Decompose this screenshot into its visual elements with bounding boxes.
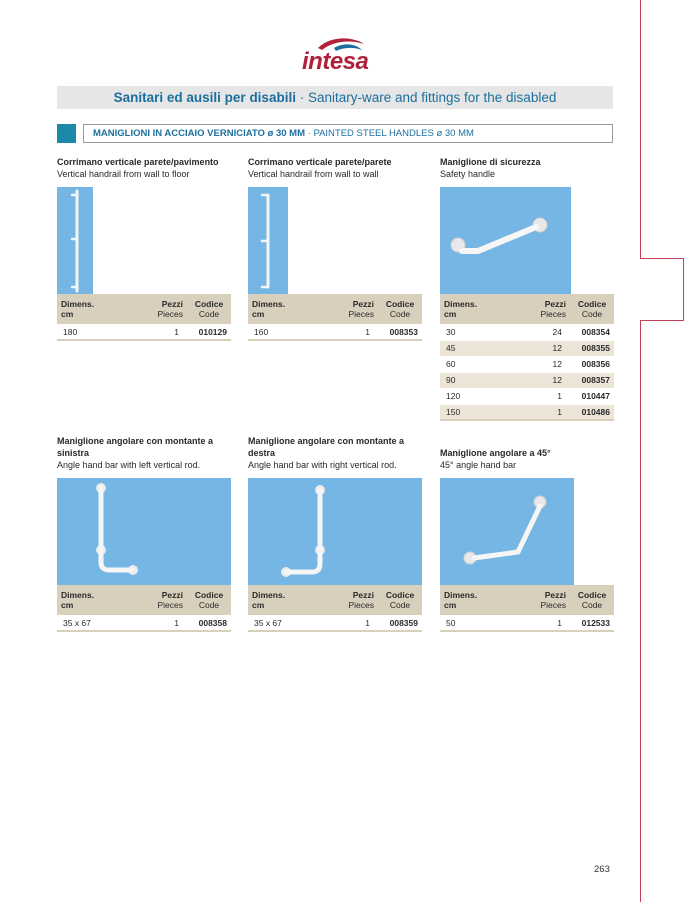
safety-handle-icon — [440, 187, 571, 295]
banner-title-en: Sanitary-ware and fittings for the disabled — [307, 90, 557, 105]
page-edge-tab — [640, 258, 684, 321]
product-image — [248, 478, 422, 586]
table-row: 180 1 010129 — [57, 324, 231, 340]
angle-bar-45-icon — [440, 478, 574, 586]
product-table: Dimens. cm Pezzi Pieces Codice Code 160 1 008353 — [248, 294, 422, 341]
product-subtitle: 45° angle hand bar — [440, 460, 517, 470]
table-row: 90 12 008357 — [440, 372, 614, 388]
product-subtitle: Safety handle — [440, 169, 496, 179]
vertical-handrail-icon — [57, 187, 93, 295]
product-angle-bar-right — [248, 435, 422, 635]
table-row: 50 1 012533 — [440, 615, 614, 631]
product-subtitle: Angle hand bar with left vertical rod. — [57, 460, 201, 470]
product-title-line1: Maniglione angolare con montante a — [57, 436, 214, 446]
product-angle-bar-45 — [440, 447, 614, 637]
product-title: Maniglione angolare a 45° — [440, 448, 551, 458]
product-vertical-handrail-wall — [248, 156, 422, 346]
section-title-en: PAINTED STEEL HANDLES ø 30 MM — [313, 128, 474, 139]
product-safety-handle — [440, 156, 614, 426]
product-image — [57, 478, 231, 586]
product-angle-bar-left — [57, 435, 231, 635]
product-table: Dimens. cm Pezzi Pieces Codice Code 35 x 67 1 008358 — [57, 585, 231, 632]
product-table: Dimens. cm Pezzi Pieces Codice Code 30 24 008354 45 12 008355 60 12 008356 90 12 008357 120 1 010447 150 1 010486 — [440, 294, 614, 421]
page-banner — [57, 86, 613, 109]
table-row: 30 24 008354 — [440, 324, 614, 340]
product-image — [57, 187, 93, 295]
section-header — [83, 124, 613, 143]
table-row: 35 x 67 1 008359 — [248, 615, 422, 631]
section-separator: · — [305, 128, 314, 139]
product-subtitle: Angle hand bar with right vertical rod. — [248, 460, 397, 470]
vertical-handrail-icon — [248, 187, 288, 295]
table-row: 150 1 010486 — [440, 404, 614, 420]
section-title-it: MANIGLIONI IN ACCIAIO VERNICIATO ø 30 MM — [93, 128, 305, 139]
table-row: 160 1 008353 — [248, 324, 422, 340]
banner-title-it: Sanitari ed ausili per disabili — [113, 90, 296, 105]
angle-bar-right-icon — [248, 478, 422, 586]
product-subtitle: Vertical handrail from wall to floor — [57, 169, 190, 179]
product-image — [440, 478, 574, 586]
page-number: 263 — [594, 864, 610, 875]
page-edge-line — [640, 0, 641, 902]
table-row: 120 1 010447 — [440, 388, 614, 404]
product-subtitle: Vertical handrail from wall to wall — [248, 169, 379, 179]
product-image — [440, 187, 571, 295]
banner-separator: · — [295, 90, 308, 105]
product-title: Corrimano verticale parete/pavimento — [57, 157, 219, 167]
product-image — [248, 187, 288, 295]
product-title: Corrimano verticale parete/parete — [248, 157, 392, 167]
product-table: Dimens. cm Pezzi Pieces Codice Code 35 x 67 1 008359 — [248, 585, 422, 632]
product-table: Dimens. cm Pezzi Pieces Codice Code 180 1 010129 — [57, 294, 231, 341]
product-title: Maniglione di sicurezza — [440, 157, 541, 167]
table-row: 60 12 008356 — [440, 356, 614, 372]
product-title-line1: Maniglione angolare con montante a — [248, 436, 405, 446]
logo-text: intesa — [302, 48, 369, 75]
table-row: 35 x 67 1 008358 — [57, 615, 231, 631]
section-marker — [57, 124, 76, 143]
product-title-line2: sinistra — [57, 448, 90, 458]
angle-bar-left-icon — [57, 478, 231, 586]
product-table: Dimens. cm Pezzi Pieces Codice Code 50 1 012533 — [440, 585, 614, 632]
product-title-line2: destra — [248, 448, 276, 458]
intesa-logo — [290, 36, 390, 80]
product-vertical-handrail-floor — [57, 156, 231, 346]
table-row: 45 12 008355 — [440, 340, 614, 356]
